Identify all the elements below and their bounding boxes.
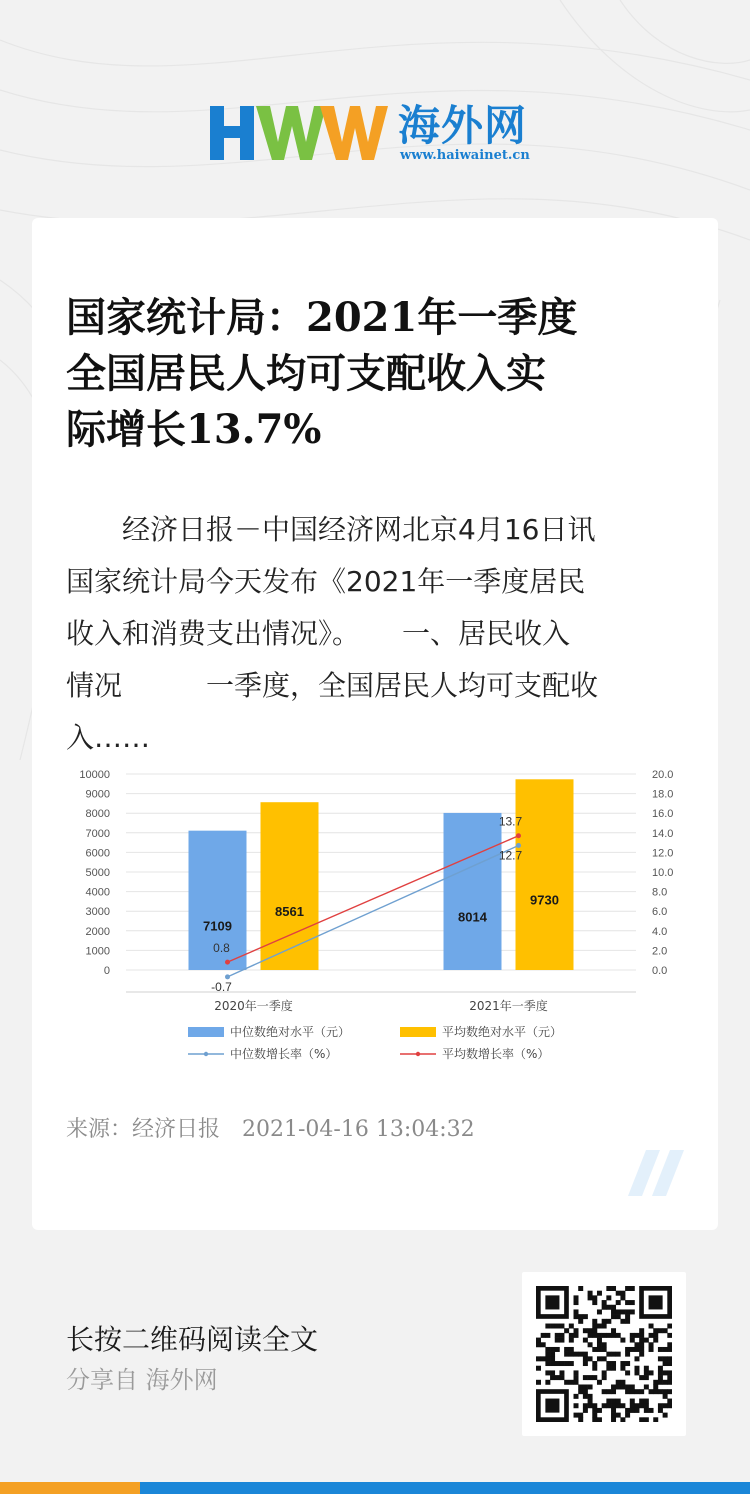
left-axis-tick-label: 4000 [85,886,110,899]
headline-line: 国家统计局：2021年一季度 [66,294,578,341]
bar [261,802,319,970]
left-axis-tick-label: 0 [103,965,110,977]
left-axis-tick-label: 7000 [85,827,110,840]
bottom-color-bar [0,1482,750,1494]
article-headline[interactable] [66,290,686,458]
right-axis-tick-label: 14.0 [652,827,674,840]
bar [516,779,574,970]
legend-swatch [400,1027,436,1037]
line-data-label: 13.7 [498,814,523,829]
line-point [225,960,230,965]
right-axis-tick-label: 10.0 [652,867,674,879]
x-axis-category-label: 2021年一季度 [469,999,548,1013]
right-axis-tick-label: 2.0 [652,945,668,958]
qr-code[interactable] [522,1272,686,1436]
article-source: 来源：经济日报 2021-04-16 13:04:32 [66,1117,475,1142]
left-axis-tick-label: 2000 [85,925,110,938]
right-axis-tick-label: 18.0 [652,788,674,801]
summary-line: 情况 一季度，全国居民人均可支配收 [66,669,599,702]
legend-label: 平均数绝对水平（元） [442,1025,563,1039]
summary-line: 经济日报－中国经济网北京4月16日讯 [66,513,596,546]
line-data-label: 12.7 [498,848,523,863]
headline-line: 际增长13.7% [66,406,322,453]
legend-swatch [188,1027,224,1037]
legend-label: 中位数绝对水平（元） [230,1025,351,1039]
qr-code-icon [536,1286,672,1422]
right-axis-tick-label: 8.0 [652,886,668,899]
bar-data-label: 8561 [275,904,304,920]
legend-swatch-marker [416,1052,420,1056]
income-chart [62,758,690,1078]
right-axis-tick-label: 12.0 [652,847,674,860]
right-axis-tick-label: 20.0 [652,769,674,781]
left-axis-tick-label: 5000 [85,867,110,879]
bar-data-label: 8014 [458,909,487,925]
hww-logo-icon [208,100,388,164]
right-axis-tick-label: 4.0 [652,925,668,938]
summary-line: 收入和消费支出情况》。 一、居民收入 [66,617,571,650]
logo-url: www.haiwainet.cn [400,148,530,163]
summary-line: 入…… [66,721,151,754]
line-data-label: 0.8 [213,941,230,956]
line-point [225,974,230,979]
left-axis-tick-label: 10000 [79,769,110,781]
line-point [516,843,521,848]
left-axis-tick-label: 3000 [85,906,110,919]
legend-label: 中位数增长率（%） [230,1047,338,1061]
bar-data-label: 9730 [530,892,559,908]
logo-chinese-name: 海外网 [398,101,528,150]
footer-title: 长按二维码阅读全文 [66,1323,319,1356]
footer-subtitle: 分享自 海外网 [66,1366,218,1394]
bar-data-label: 7109 [203,918,232,934]
legend-swatch-marker [204,1052,208,1056]
line-data-label: -0.7 [211,979,232,994]
right-axis-tick-label: 16.0 [652,808,674,821]
left-axis-tick-label: 6000 [85,847,110,860]
site-logo[interactable] [208,100,548,166]
x-axis-category-label: 2020年一季度 [214,999,293,1013]
summary-line: 国家统计局今天发布《2021年一季度居民 [66,565,586,598]
bottom-bar-blue [140,1482,750,1494]
right-axis-tick-label: 6.0 [652,906,668,919]
article-summary [66,504,690,764]
headline-line: 全国居民人均可支配收入实 [66,350,546,397]
right-axis-tick-label: 0.0 [652,965,668,977]
left-axis-tick-label: 8000 [85,808,110,821]
legend-label: 平均数增长率（%） [442,1047,550,1061]
bar [444,813,502,970]
bottom-bar-orange [0,1482,140,1494]
left-axis-tick-label: 9000 [85,788,110,801]
slash-decoration-icon [628,1150,688,1196]
line-point [516,833,521,838]
left-axis-tick-label: 1000 [85,945,110,958]
